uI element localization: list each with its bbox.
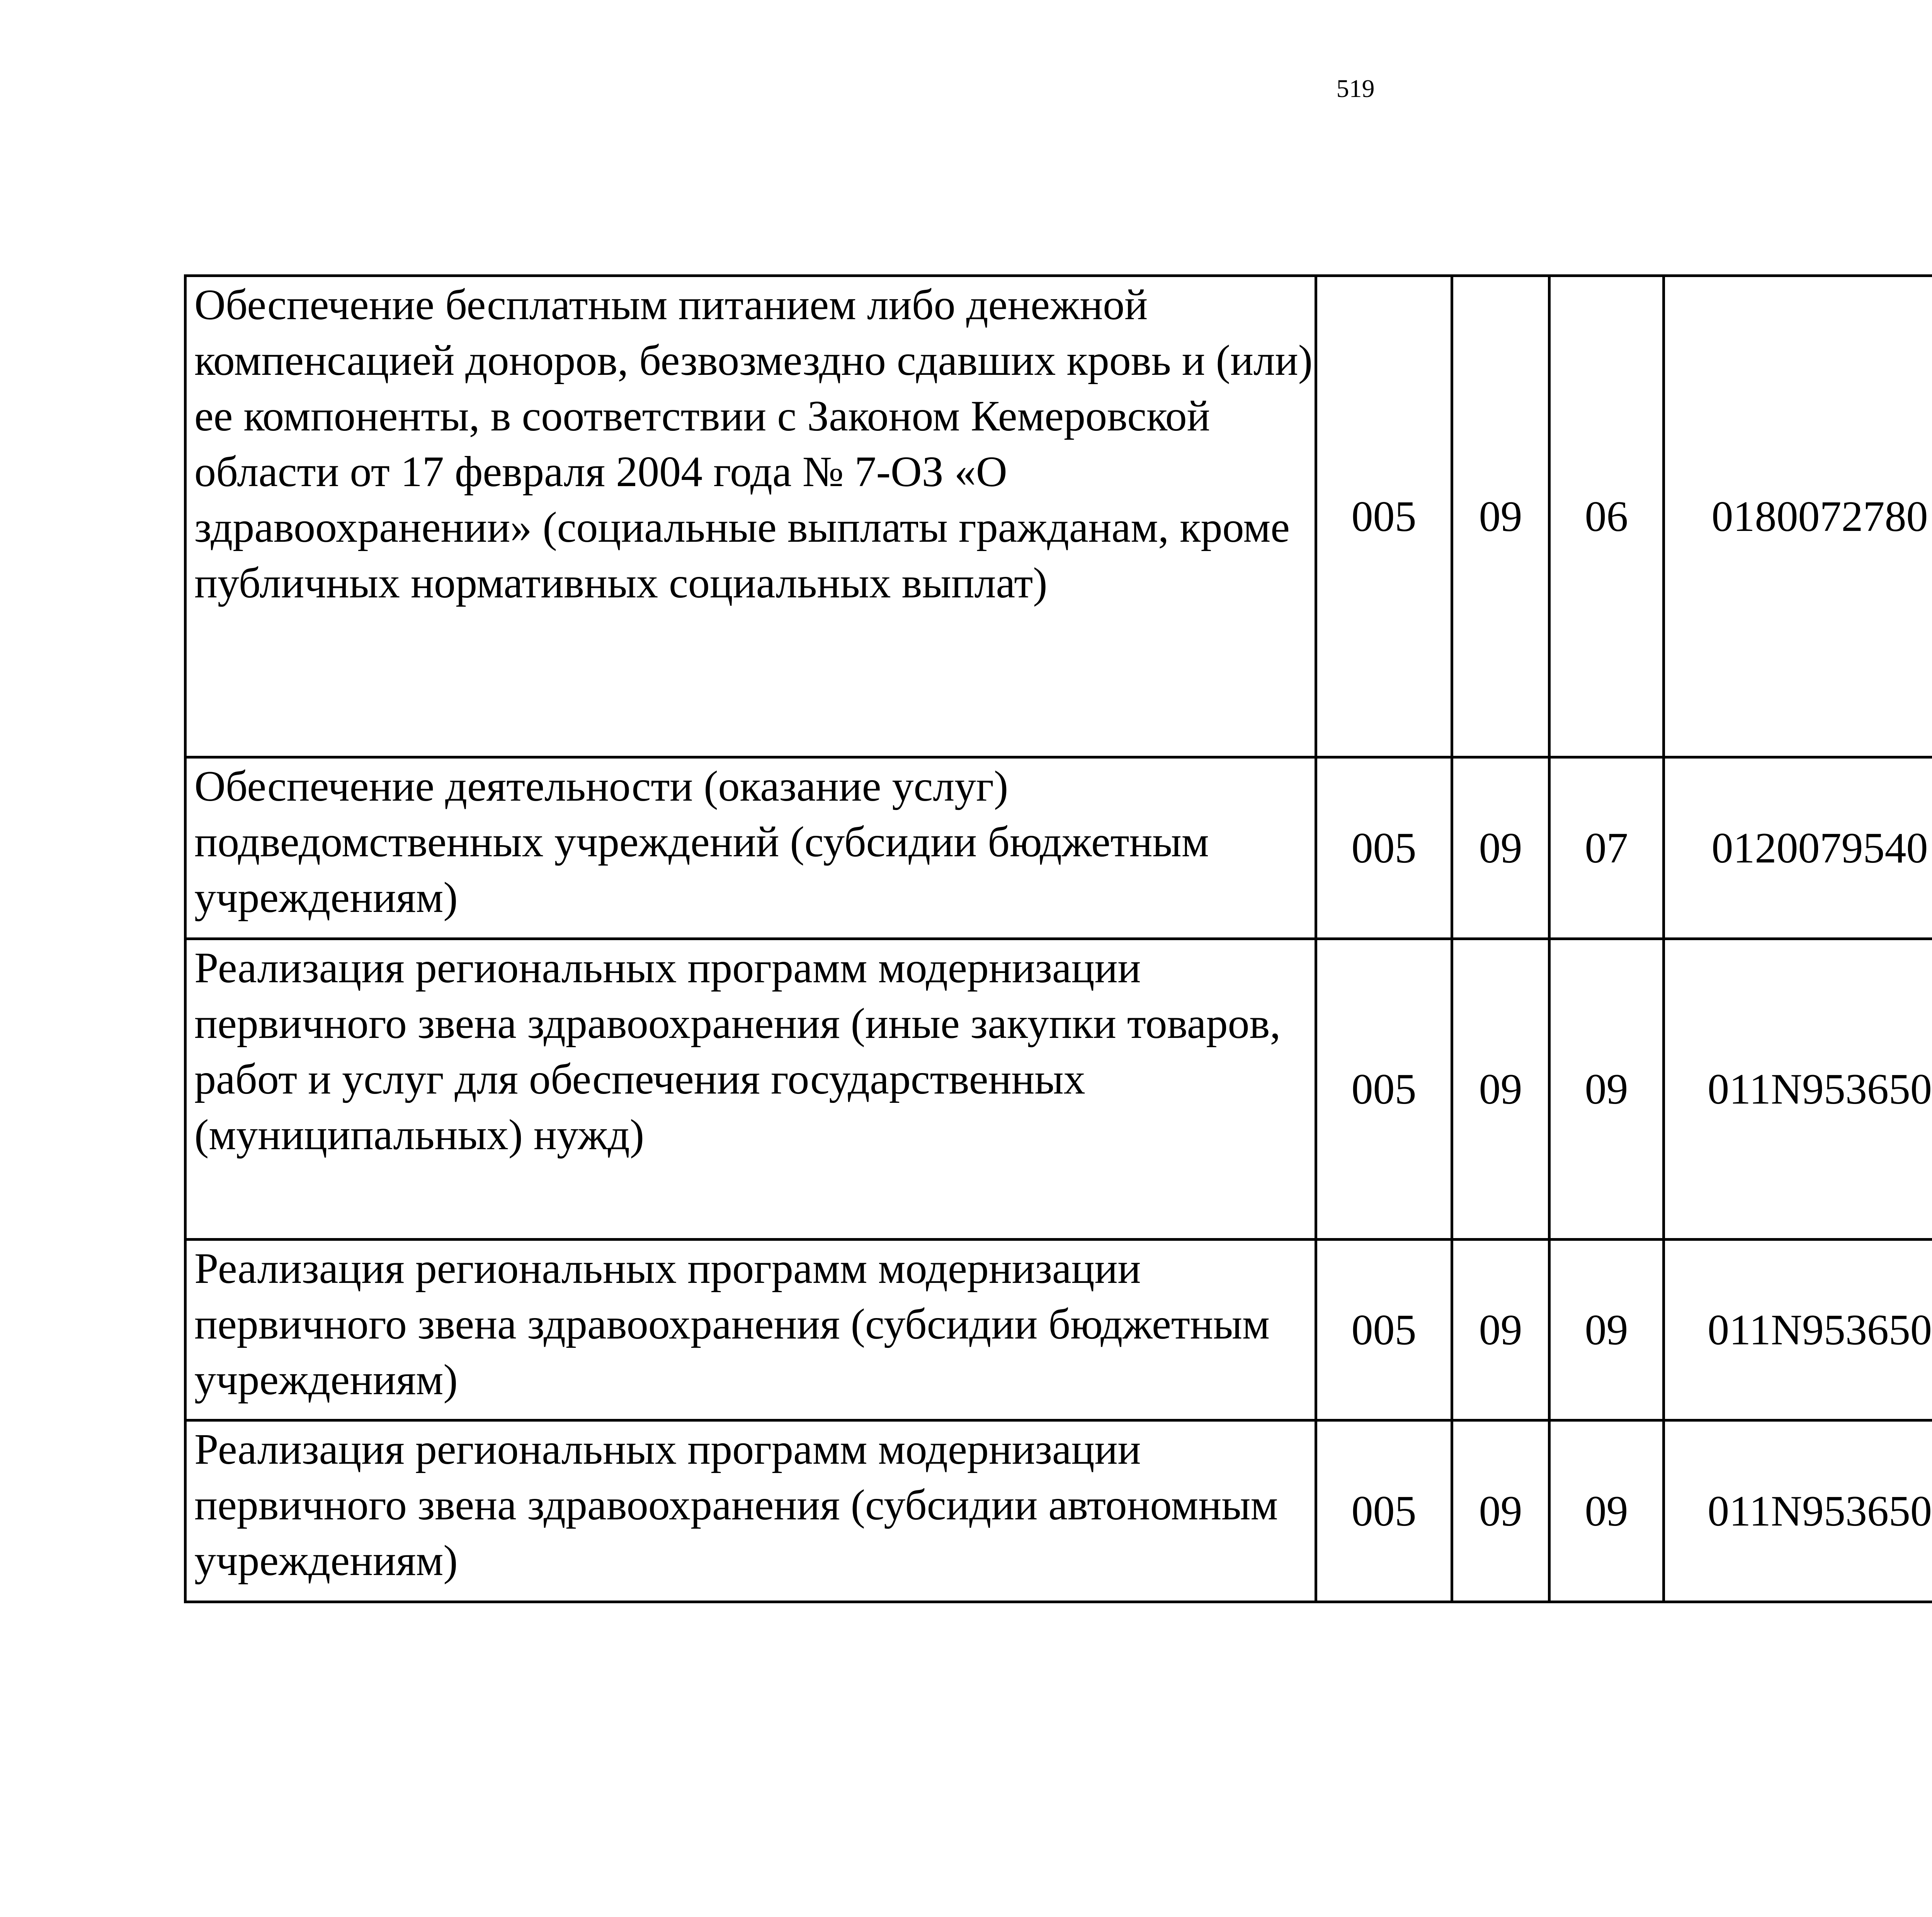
table-row xyxy=(185,939,1932,1240)
subsection-code: 09 xyxy=(1549,1240,1664,1420)
row-description: Реализация региональных программ модернизации первичного звена здравоохранения (субсидии автономным учреждениям) xyxy=(185,1420,1316,1602)
subsection-code: 06 xyxy=(1549,276,1664,757)
target-article-code: 011N953650 xyxy=(1664,939,1932,1240)
ministry-code: 005 xyxy=(1316,757,1452,939)
row-description: Реализация региональных программ модернизации первичного звена здравоохранения (субсидии бюджетным учреждениям) xyxy=(185,1240,1316,1420)
ministry-code: 005 xyxy=(1316,939,1452,1240)
page-number: 519 xyxy=(1336,75,1375,103)
budget-table xyxy=(184,274,1932,1603)
subsection-code: 09 xyxy=(1549,1420,1664,1602)
table-row xyxy=(185,757,1932,939)
ministry-code: 005 xyxy=(1316,1420,1452,1602)
target-article-code: 011N953650 xyxy=(1664,1240,1932,1420)
row-description: Обеспечение бесплатным питанием либо денежной компенсацией доноров, безвозмездно сдавших кровь и (или) ее компоненты, в соответствии с Законом Кемеровской области от 17 февраля 2004 года № 7-ОЗ «О здравоохранении» (социальные выплаты гражданам, кроме публичных нормативных социальных выплат) xyxy=(185,276,1316,757)
section-code: 09 xyxy=(1452,1240,1549,1420)
section-code: 09 xyxy=(1452,276,1549,757)
table-row xyxy=(185,1420,1932,1602)
section-code: 09 xyxy=(1452,1420,1549,1602)
table-row xyxy=(185,1240,1932,1420)
section-code: 09 xyxy=(1452,757,1549,939)
row-description: Обеспечение деятельности (оказание услуг) подведомственных учреждений (субсидии бюджетным учреждениям) xyxy=(185,757,1316,939)
target-article-code: 0180072780 xyxy=(1664,276,1932,757)
ministry-code: 005 xyxy=(1316,1240,1452,1420)
target-article-code: 0120079540 xyxy=(1664,757,1932,939)
ministry-code: 005 xyxy=(1316,276,1452,757)
target-article-code: 011N953650 xyxy=(1664,1420,1932,1602)
section-code: 09 xyxy=(1452,939,1549,1240)
table-row xyxy=(185,276,1932,757)
row-description: Реализация региональных программ модернизации первичного звена здравоохранения (иные закупки товаров, работ и услуг для обеспечения государственных (муниципальных) нужд) xyxy=(185,939,1316,1240)
subsection-code: 09 xyxy=(1549,939,1664,1240)
subsection-code: 07 xyxy=(1549,757,1664,939)
